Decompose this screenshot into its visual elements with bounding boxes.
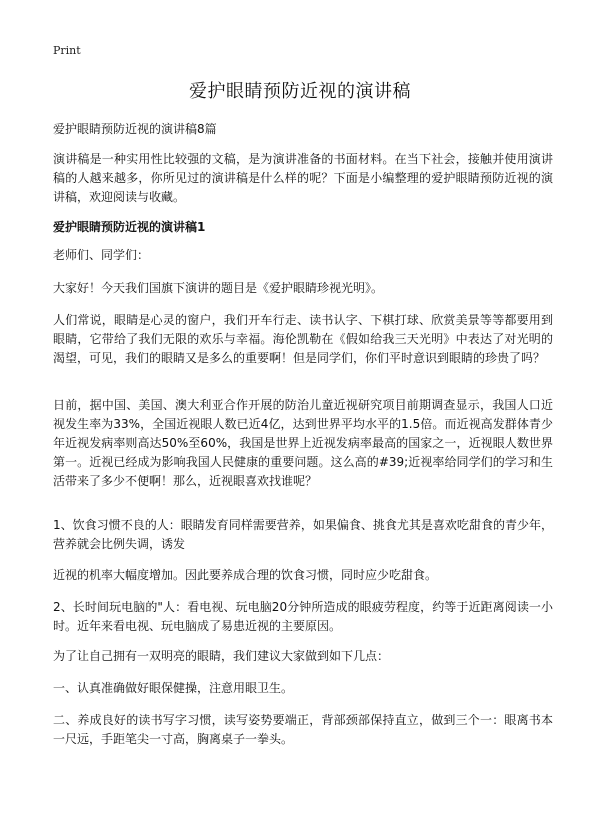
paragraph-suggestions-intro: 为了让自己拥有一双明亮的眼睛，我们建议大家做到如下几点： (53, 649, 390, 663)
document-subtitle: 爱护眼睛预防近视的演讲稿8篇 (53, 122, 217, 136)
intro-paragraph: 演讲稿是一种实用性比较强的文稿，是为演讲准备的书面材料。在当下社会，接触并使用演讲稿的人越来越多，你所见过的演讲稿是什么样的呢？下面是小编整理的爱护眼睛预防近视的演讲稿，欢迎阅读与收藏。 (53, 152, 553, 204)
paragraph-computer-use: 2、长时间玩电脑的"人：看电视、玩电脑20分钟所造成的眼疲劳程度，约等于近距离阅读一小时。近年来看电视、玩电脑成了易患近视的主要原因。 (53, 600, 553, 633)
paragraph-opening: 大家好！今天我们国旗下演讲的题目是《爱护眼睛珍视光明》。 (53, 281, 384, 295)
paragraph-eyes-importance: 人们常说，眼睛是心灵的窗户，我们开车行走、读书认字、下棋打球、欣赏美景等等都要用到眼睛，它带给了我们无限的欢乐与幸福。海伦凯勒在《假如给我三天光明》中表达了对光明的渴望，可见，我们的眼睛又是多么的重要啊！但是同学们，你们平时意识到眼睛的珍贵了吗？ (53, 313, 553, 365)
paragraph-suggestion-2: 二、养成良好的读书写字习惯，读写姿势要端正，背部颈部保持直立，做到三个一：眼离书本一尺远，手距笔尖一寸高，胸离桌子一拳头。 (53, 713, 553, 746)
paragraph-diet-advice: 近视的机率大幅度增加。因此要养成合理的饮食习惯，同时应少吃甜食。 (53, 568, 438, 582)
print-link[interactable]: Print (53, 44, 81, 57)
paragraph-statistics: 日前，据中国、美国、澳大利亚合作开展的防治儿童近视研究项目前期调查显示，我国人口近视发生率为33%，全国近视眼人数已近4亿，达到世界平均水平的1.5倍。而近视高发群体青少年近视发病率则高达50%至60%，我国是世界上近视发病率最高的国家之一，近视眼人数世界第一。近视已经成为影响我国人民健康的重要问题。这么高的#39;近视率给同学们的学习和生活带来了多少不便啊！那么，近视眼喜欢找谁呢？ (53, 398, 553, 488)
paragraph-greeting: 老师们、同学们： (53, 248, 150, 262)
page-title: 爱护眼睛预防近视的演讲稿 (189, 81, 411, 102)
paragraph-suggestion-1: 一、认真准确做好眼保健操，注意用眼卫生。 (53, 681, 294, 695)
section-heading: 爱护眼睛预防近视的演讲稿1 (53, 220, 206, 234)
paragraph-diet-habits: 1、饮食习惯不良的人：眼睛发育同样需要营养，如果偏食、挑食尤其是喜欢吃甜食的青少年，营养就会比例失调，诱发 (53, 518, 553, 551)
